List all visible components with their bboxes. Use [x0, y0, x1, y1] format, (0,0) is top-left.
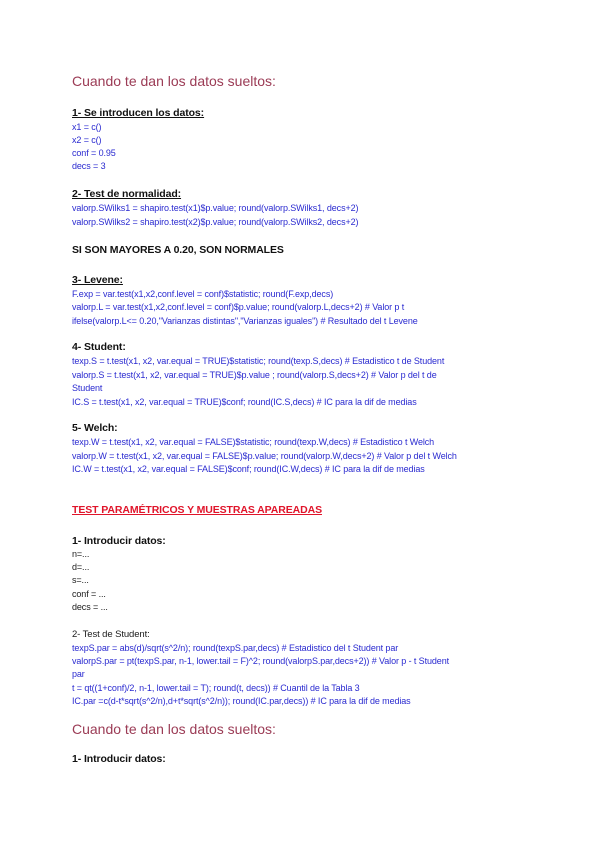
code-line: IC.par =c(d-t*sqrt(s^2/n),d+t*sqrt(s^2/n)); round(IC.par,decs)) # IC para la dif de medias [72, 696, 411, 706]
code-line: x1 = c() [72, 122, 102, 132]
code-line: valorp.SWilks1 = shapiro.test(x1)$p.value; round(valorp.SWilks1, decs+2) [72, 203, 359, 213]
section3-step1-heading: 1- Introducir datos: [72, 753, 166, 765]
data-line: conf = ... [72, 589, 106, 599]
section1-title: Cuando te dan los datos sueltos: [72, 73, 276, 89]
code-line: ifelse(valorp.L<= 0.20,"Varianzas distintas","Varianzas iguales") # Resultado del t Levene [72, 316, 418, 326]
code-line: decs = 3 [72, 161, 106, 171]
code-line: valorp.SWilks2 = shapiro.test(x2)$p.value; round(valorp.SWilks2, decs+2) [72, 217, 359, 227]
code-line: x2 = c() [72, 135, 102, 145]
code-line: valorp.W = t.test(x1, x2, var.equal = FALSE)$p.value; round(valorp.W,decs+2) # Valor p del t Welch [72, 451, 457, 461]
code-line: texp.S = t.test(x1, x2, var.equal = TRUE)$statistic; round(texp.S,decs) # Estadistico t de Student [72, 356, 445, 366]
section1-step5-heading: 5- Welch: [72, 422, 118, 434]
code-line: valorp.L = var.test(x1,x2,conf.level = conf)$p.value; round(valorp.L,decs+2) # Valor p t [72, 302, 405, 312]
normality-note: SI SON MAYORES A 0.20, SON NORMALES [72, 244, 284, 256]
data-line: n=... [72, 549, 90, 559]
section3-title: Cuando te dan los datos sueltos: [72, 721, 276, 737]
section2-step1-heading: 1- Introducir datos: [72, 535, 166, 547]
code-line: texpS.par = abs(d)/sqrt(s^2/n); round(texpS.par,decs) # Estadistico del t Student par [72, 643, 399, 653]
code-line: valorpS.par = pt(texpS.par, n-1, lower.tail = F)^2; round(valorpS.par,decs+2)) # Valor p - t Student [72, 656, 450, 666]
code-line: IC.S = t.test(x1, x2, var.equal = TRUE)$conf; round(IC.S,decs) # IC para la dif de medias [72, 397, 417, 407]
code-line: par [72, 669, 85, 679]
section1-step2-heading: 2- Test de normalidad: [72, 188, 182, 200]
code-line: IC.W = t.test(x1, x2, var.equal = FALSE)$conf; round(IC.W,decs) # IC para la dif de medias [72, 464, 425, 474]
code-line: F.exp = var.test(x1,x2,conf.level = conf)$statistic; round(F.exp,decs) [72, 289, 334, 299]
section1-step4-heading: 4- Student: [72, 341, 126, 353]
section2-step2-heading: 2- Test de Student: [72, 629, 150, 640]
code-line: Student [72, 383, 103, 393]
code-line: valorp.S = t.test(x1, x2, var.equal = TRUE)$p.value ; round(valorp.S,decs+2) # Valor p del t de [72, 370, 437, 380]
data-line: decs = ... [72, 602, 108, 612]
section2-title: TEST PARAMÉTRICOS Y MUESTRAS APAREADAS [72, 504, 322, 516]
section1-step1-heading: 1- Se introducen los datos: [72, 107, 205, 119]
data-line: d=... [72, 562, 90, 572]
data-line: s=... [72, 575, 89, 585]
code-line: conf = 0.95 [72, 148, 116, 158]
section1-step3-heading: 3- Levene: [72, 274, 123, 286]
code-line: texp.W = t.test(x1, x2, var.equal = FALSE)$statistic; round(texp.W,decs) # Estadistico t Welch [72, 437, 435, 447]
code-line: t = qt((1+conf)/2, n-1, lower.tail = T); round(t, decs)) # Cuantil de la Tabla 3 [72, 683, 360, 693]
